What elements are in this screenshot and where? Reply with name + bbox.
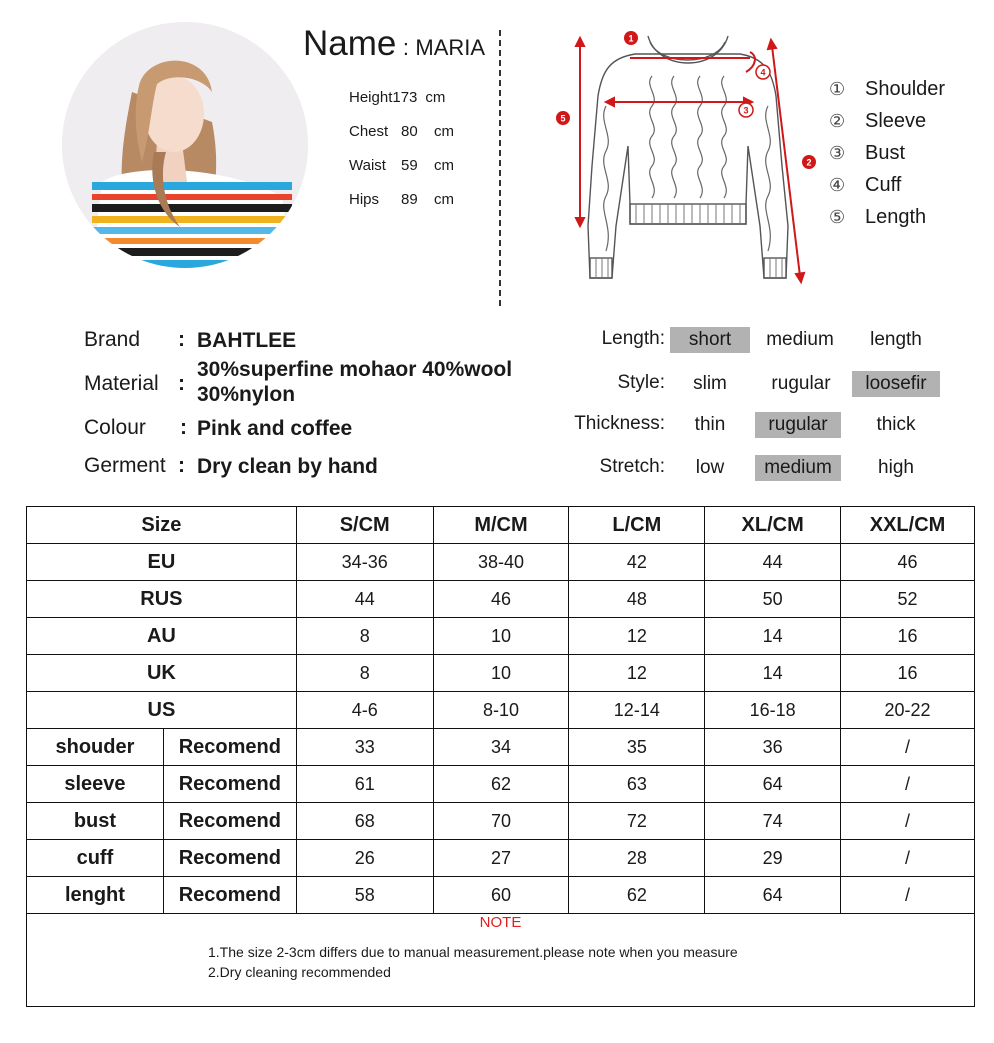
measurement-label: Waist — [349, 156, 386, 174]
table-cell: 64 — [705, 766, 841, 803]
row-label: sleeve — [27, 766, 164, 803]
attribute-option-selected: rugular — [755, 412, 841, 438]
legend-item-cuff — [829, 169, 945, 201]
table-cell: 64 — [705, 877, 841, 914]
attribute-label: Length: — [601, 328, 665, 349]
table-cell: 12 — [569, 655, 705, 692]
attribute-option: length — [870, 329, 922, 350]
legend-label: Cuff — [865, 173, 902, 196]
measurement-row-hips — [349, 182, 454, 216]
table-cell: 38-40 — [433, 544, 569, 581]
attribute-label: Thickness: — [574, 413, 665, 434]
table-cell: 12-14 — [569, 692, 705, 729]
row-label: UK — [27, 655, 297, 692]
table-row — [27, 692, 975, 729]
table-cell: 50 — [705, 581, 841, 618]
measurement-unit: cm — [434, 190, 454, 208]
table-row — [27, 655, 975, 692]
table-cell: 62 — [433, 766, 569, 803]
table-header-row — [27, 507, 975, 544]
attribute-label: Style: — [617, 372, 665, 393]
attribute-option: thick — [876, 414, 916, 435]
measurement-value: 173 — [392, 88, 418, 106]
table-cell: / — [841, 766, 975, 803]
table-cell: 12 — [569, 618, 705, 655]
table-cell: 48 — [569, 581, 705, 618]
size-table — [26, 506, 975, 914]
table-cell: 58 — [296, 877, 433, 914]
marker-1: 1 — [628, 33, 634, 44]
table-cell: / — [841, 729, 975, 766]
legend-item-sleeve — [829, 105, 945, 137]
table-cell: 74 — [705, 803, 841, 840]
table-row — [27, 618, 975, 655]
colour-label: Colour — [84, 416, 146, 439]
header-xxl: XXL/CM — [841, 507, 975, 544]
table-row — [27, 729, 975, 766]
colour-value: Pink and coffee — [197, 417, 353, 440]
row-sublabel: Recomend — [163, 877, 296, 914]
model-measurements — [349, 80, 454, 216]
row-sublabel: Recomend — [163, 803, 296, 840]
table-cell: 35 — [569, 729, 705, 766]
table-cell: / — [841, 877, 975, 914]
attribute-label: Stretch: — [599, 456, 665, 477]
measurement-label: Chest — [349, 122, 389, 140]
measurement-label: Height — [349, 88, 393, 106]
colour-colon: : — [180, 416, 187, 439]
table-cell: 8-10 — [433, 692, 569, 729]
measurement-unit: cm — [434, 156, 454, 174]
table-cell: 72 — [569, 803, 705, 840]
table-cell: 34-36 — [296, 544, 433, 581]
marker-2: 2 — [806, 157, 812, 168]
measurement-value: 80 — [401, 122, 418, 140]
table-cell: 16 — [841, 618, 975, 655]
table-row — [27, 877, 975, 914]
row-label: lenght — [27, 877, 164, 914]
material-colon: : — [178, 372, 185, 395]
header-l: L/CM — [569, 507, 705, 544]
note-title: NOTE — [479, 914, 522, 931]
table-cell: 20-22 — [841, 692, 975, 729]
table-row — [27, 544, 975, 581]
germent-value: Dry clean by hand — [197, 455, 378, 478]
header-xl: XL/CM — [705, 507, 841, 544]
table-cell: 14 — [705, 655, 841, 692]
row-sublabel: Recomend — [163, 729, 296, 766]
row-label: AU — [27, 618, 297, 655]
name-value: MARIA — [415, 35, 486, 60]
legend-item-length — [829, 201, 945, 233]
legend-number: ① — [829, 78, 846, 99]
table-cell: 8 — [296, 618, 433, 655]
measurement-value: 89 — [401, 190, 418, 208]
table-cell: 46 — [433, 581, 569, 618]
attribute-option: high — [878, 457, 914, 478]
table-cell: 42 — [569, 544, 705, 581]
row-sublabel: Recomend — [163, 766, 296, 803]
table-cell: 14 — [705, 618, 841, 655]
legend-label: Bust — [865, 141, 906, 164]
attribute-option: low — [695, 457, 725, 478]
brand-value: BAHTLEE — [197, 329, 297, 352]
header-m: M/CM — [433, 507, 569, 544]
table-cell: 68 — [296, 803, 433, 840]
table-cell: 62 — [569, 877, 705, 914]
brand-colon: : — [178, 328, 185, 351]
attribute-option-selected: medium — [755, 455, 841, 481]
table-cell: 36 — [705, 729, 841, 766]
attribute-option-selected: loosefir — [852, 371, 940, 397]
header-s: S/CM — [296, 507, 433, 544]
table-cell: 10 — [433, 618, 569, 655]
note-line: 2.Dry cleaning recommended — [208, 964, 391, 980]
marker-5: 5 — [560, 113, 566, 124]
table-cell: 8 — [296, 655, 433, 692]
legend-label: Length — [865, 205, 927, 228]
sweater-diagram — [550, 26, 820, 288]
attribute-option: thin — [694, 414, 726, 435]
table-row — [27, 840, 975, 877]
measurement-label: Hips — [349, 190, 380, 208]
dashed-divider — [499, 30, 501, 306]
germent-colon: : — [178, 454, 185, 477]
header-size: Size — [27, 507, 297, 544]
table-cell: 63 — [569, 766, 705, 803]
row-label: cuff — [27, 840, 164, 877]
table-cell: 46 — [841, 544, 975, 581]
legend-label: Shoulder — [865, 77, 946, 100]
marker-4: 4 — [760, 67, 766, 78]
legend-item-shoulder — [829, 73, 945, 105]
table-row — [27, 581, 975, 618]
table-cell: 10 — [433, 655, 569, 692]
attribute-option: rugular — [771, 373, 831, 394]
legend-item-bust — [829, 137, 945, 169]
row-label: EU — [27, 544, 297, 581]
note-box — [26, 910, 975, 1007]
table-cell: 33 — [296, 729, 433, 766]
table-cell: 44 — [705, 544, 841, 581]
name-separator: : — [402, 35, 409, 60]
model-name — [303, 24, 485, 64]
row-sublabel: Recomend — [163, 840, 296, 877]
measurement-row-height — [349, 80, 454, 114]
table-row — [27, 766, 975, 803]
legend-label: Sleeve — [865, 109, 927, 132]
measurement-row-chest — [349, 114, 454, 148]
germent-label: Germent — [84, 454, 166, 477]
table-cell: 60 — [433, 877, 569, 914]
row-label: shouder — [27, 729, 164, 766]
table-cell: 16 — [841, 655, 975, 692]
model-photo — [62, 22, 308, 268]
measurement-unit: cm — [434, 122, 454, 140]
name-label: Name — [303, 24, 397, 63]
row-label: US — [27, 692, 297, 729]
table-row — [27, 803, 975, 840]
table-cell: 4-6 — [296, 692, 433, 729]
table-cell: 29 — [705, 840, 841, 877]
attribute-option-selected: short — [670, 327, 750, 353]
table-cell: 61 — [296, 766, 433, 803]
table-cell: 34 — [433, 729, 569, 766]
attribute-option: slim — [693, 373, 727, 394]
table-cell: 52 — [841, 581, 975, 618]
row-label: RUS — [27, 581, 297, 618]
material-label: Material — [84, 372, 159, 395]
legend-number: ③ — [829, 142, 846, 163]
brand-label: Brand — [84, 328, 141, 351]
measurement-value: 59 — [401, 156, 418, 174]
note-line: 1.The size 2-3cm differs due to manual measurement.please note when you measure — [208, 944, 738, 960]
table-cell: 27 — [433, 840, 569, 877]
table-cell: / — [841, 803, 975, 840]
measurement-unit: cm — [425, 88, 446, 106]
material-value: 30%superfine mohaor 40%wool 30%nylon — [197, 358, 513, 406]
attribute-option: medium — [766, 329, 834, 350]
legend-number: ② — [829, 110, 846, 131]
measurement-row-waist — [349, 148, 454, 182]
table-cell: 16-18 — [705, 692, 841, 729]
legend-number: ④ — [829, 174, 846, 195]
table-cell: 26 — [296, 840, 433, 877]
table-cell: 28 — [569, 840, 705, 877]
row-label: bust — [27, 803, 164, 840]
table-cell: 44 — [296, 581, 433, 618]
marker-3: 3 — [743, 105, 749, 116]
table-cell: / — [841, 840, 975, 877]
diagram-legend — [829, 73, 945, 233]
table-cell: 70 — [433, 803, 569, 840]
legend-number: ⑤ — [829, 206, 846, 227]
